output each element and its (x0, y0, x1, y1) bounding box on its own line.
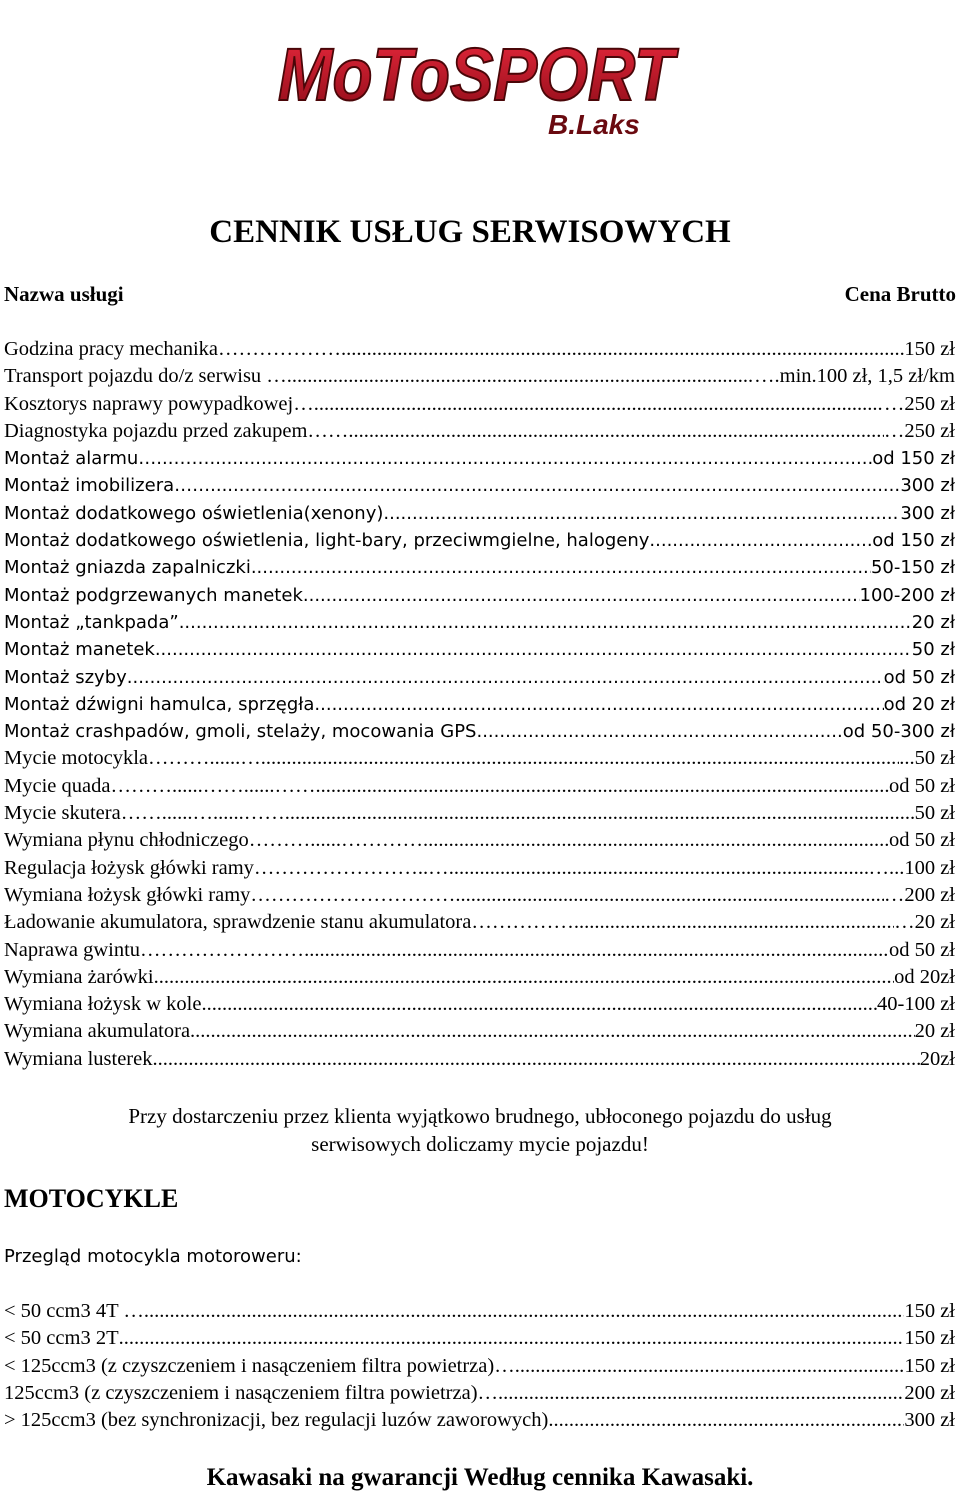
inspection-row (4, 1353, 955, 1380)
kawasaki-footer: Kawasaki na gwarancji Według cennika Kawasaki. (206, 1464, 754, 1491)
row-name: < 125ccm3 (z czyszczeniem i nasączeniem filtra powietrza)… (4, 1354, 515, 1377)
row-name: > 125ccm3 (bez synchronizacji, bez regulacji luzów zaworowych) (4, 1409, 549, 1432)
row-price: …250 zł (883, 392, 955, 415)
row-name: Montaż manetek (4, 639, 155, 661)
row-price: 200 zł (904, 1381, 955, 1404)
row-price: od 20 zł (883, 693, 955, 715)
row-price: …20 zł (894, 911, 955, 934)
service-row (4, 500, 955, 527)
inspection-row (4, 1380, 955, 1407)
dot-leader (179, 609, 912, 636)
row-price: 20 zł (914, 1020, 955, 1043)
row-price: 150 zł (904, 1354, 955, 1377)
row-price: 300 zł (900, 475, 955, 497)
row-name: Naprawa gwintu…………………… (4, 938, 305, 961)
service-row (4, 964, 955, 991)
row-name: Diagnostyka pojazdu przed zakupem…… (4, 419, 349, 442)
row-name: Montaż imobilizera……......………… (4, 475, 317, 497)
dot-leader (144, 1298, 904, 1325)
service-row (4, 855, 955, 882)
dot-leader (285, 800, 915, 827)
row-name: Wymiana płynu chłodniczego………......………… (4, 829, 423, 852)
service-row (4, 909, 955, 936)
dot-leader (574, 909, 894, 936)
dot-leader (155, 636, 912, 663)
dot-leader (315, 773, 889, 800)
service-row (4, 937, 955, 964)
logo-sub: B.Laks (548, 109, 640, 140)
services-list (4, 336, 955, 1073)
dot-leader (314, 391, 884, 418)
row-price: od 50 zł (883, 666, 955, 688)
service-row (4, 609, 955, 636)
row-name: Transport pojazdu do/z serwisu … (4, 365, 287, 388)
service-row (4, 664, 955, 691)
service-row (4, 718, 955, 745)
row-price: …...100 zł (868, 856, 955, 879)
row-price: 150 zł (904, 338, 955, 360)
inspection-row (4, 1298, 955, 1325)
row-name: < 50 ccm3 2T (4, 1327, 119, 1350)
dot-leader (383, 500, 900, 527)
row-name: Regulacja łożysk główki ramy……………………..… (4, 856, 449, 879)
row-price: od 50-300 zł (842, 721, 955, 743)
header-gross-price: Cena Brutto (844, 282, 956, 306)
service-row (4, 882, 955, 909)
row-name: Montaż „tankpada” (4, 611, 179, 633)
row-name: Kosztorys naprawy powypadkowej… (4, 392, 314, 415)
dot-leader (341, 336, 904, 363)
dot-leader (201, 991, 877, 1018)
service-row (4, 691, 955, 718)
inspection-row (4, 1407, 955, 1434)
row-name: Montaż podgrzewanych manetek (4, 584, 303, 606)
row-name: Mycie skutera……......…......…… (4, 802, 285, 825)
row-name: Wymiana akumulatora (4, 1020, 191, 1043)
service-row (4, 636, 955, 663)
service-row (4, 554, 955, 581)
row-name: Montaż dodatkowego oświetlenia, light-bary, przeciwmgielne, halogeny (4, 530, 650, 552)
row-price: ...50 zł (899, 747, 955, 770)
row-price: 300 zł (900, 502, 955, 524)
dot-leader (316, 472, 900, 499)
page-title: CENNIK USŁUG SERWISOWYCH (209, 214, 731, 250)
dot-leader (152, 1046, 919, 1073)
dirty-vehicle-note: Przy dostarczeniu przez klienta wyjątkowo brudnego, ubłoconego pojazdu do usług serwisowych doliczamy mycie pojazdu! (128, 1104, 832, 1156)
dot-leader (119, 1325, 905, 1352)
dot-leader (515, 1353, 905, 1380)
service-row (4, 773, 955, 800)
row-price: 150 zł (904, 1327, 955, 1350)
service-row (4, 991, 955, 1018)
logo-brand: MoToSPORT (278, 33, 680, 116)
row-name: Montaż gniazda zapalniczki (4, 557, 251, 579)
dot-leader (251, 554, 871, 581)
inspection-row (4, 1325, 955, 1352)
row-name: Montaż alarmu…...…… (4, 448, 210, 470)
row-name: Montaż dźwigni hamulca, sprzęgła (4, 693, 315, 715)
row-name: Mycie motocykla………......… (4, 747, 261, 770)
service-row (4, 336, 955, 363)
service-row (4, 472, 955, 499)
row-name: Ładowanie akumulatora, sprawdzenie stanu akumulatora…………… (4, 911, 574, 934)
row-price: 150 zł (904, 1300, 955, 1322)
section-motorcycles: MOTOCYKLE (4, 1184, 179, 1213)
row-price: 40-100 zł (877, 993, 955, 1016)
row-name: < 50 ccm3 4T … (4, 1300, 144, 1322)
row-name: Wymiana lusterek (4, 1047, 153, 1070)
service-row (4, 582, 955, 609)
row-price: 300 zł (904, 1409, 955, 1432)
row-name: Montaż dodatkowego oświetlenia(xenony) (4, 502, 384, 524)
row-price: 20 zł (911, 611, 955, 633)
row-price: od 150 zł (872, 448, 955, 470)
row-name: Godzina pracy mechanika……………… (4, 338, 342, 360)
service-row (4, 363, 955, 390)
dot-leader (548, 1407, 904, 1434)
row-price: 50 zł (911, 639, 955, 661)
row-price: …250 zł (883, 419, 955, 442)
service-row (4, 800, 955, 827)
row-price: od 20zł (894, 965, 955, 988)
row-price: od 50 zł (888, 938, 955, 961)
logo-graphic (268, 22, 688, 150)
dot-leader (304, 937, 889, 964)
motosport-logo (268, 22, 688, 150)
row-name: Wymiana łożysk w kole (4, 993, 202, 1016)
row-price: od 150 zł (872, 530, 955, 552)
header-service-name: Nazwa usługi (4, 282, 124, 306)
dot-leader (649, 527, 872, 554)
service-row (4, 445, 955, 472)
dot-leader (449, 855, 869, 882)
row-price: …200 zł (883, 883, 955, 906)
dot-leader (455, 882, 883, 909)
dot-leader (209, 445, 872, 472)
row-price: od 50 zł (888, 829, 955, 852)
dot-leader (190, 1018, 915, 1045)
row-price: 20zł (919, 1047, 955, 1070)
row-name: 125ccm3 (z czyszczeniem i nasączeniem filtra powietrza)… (4, 1381, 499, 1404)
service-row (4, 527, 955, 554)
service-row (4, 827, 955, 854)
service-row (4, 1046, 955, 1073)
inspection-subheading: Przegląd motocykla motoroweru: (4, 1246, 302, 1267)
dot-leader (261, 745, 899, 772)
row-name: Montaż crashpadów, gmoli, stelaży, mocowania GPS (4, 721, 477, 743)
row-price: 50 zł (914, 802, 955, 825)
row-price: 50-150 zł (870, 557, 955, 579)
row-name: Mycie quada………......……......…… (4, 774, 316, 797)
inspections-list (4, 1298, 955, 1434)
dot-leader (314, 691, 883, 718)
dot-leader (127, 664, 884, 691)
service-row (4, 418, 955, 445)
dot-leader (423, 827, 889, 854)
row-price: 100-200 zł (859, 584, 955, 606)
dot-leader (287, 363, 754, 390)
dot-leader (303, 582, 860, 609)
dot-leader (154, 964, 894, 991)
row-name: Montaż szyby (4, 666, 127, 688)
service-row (4, 1018, 955, 1045)
service-row (4, 391, 955, 418)
row-price: od 50 zł (888, 774, 955, 797)
service-row (4, 745, 955, 772)
row-name: Wymiana żarówki (4, 965, 154, 988)
dot-leader (498, 1380, 904, 1407)
dot-leader (476, 718, 842, 745)
row-name: Wymiana łożysk główki ramy………………………… (4, 883, 456, 906)
dot-leader (348, 418, 883, 445)
row-price: ….min.100 zł, 1,5 zł/km (754, 365, 955, 388)
